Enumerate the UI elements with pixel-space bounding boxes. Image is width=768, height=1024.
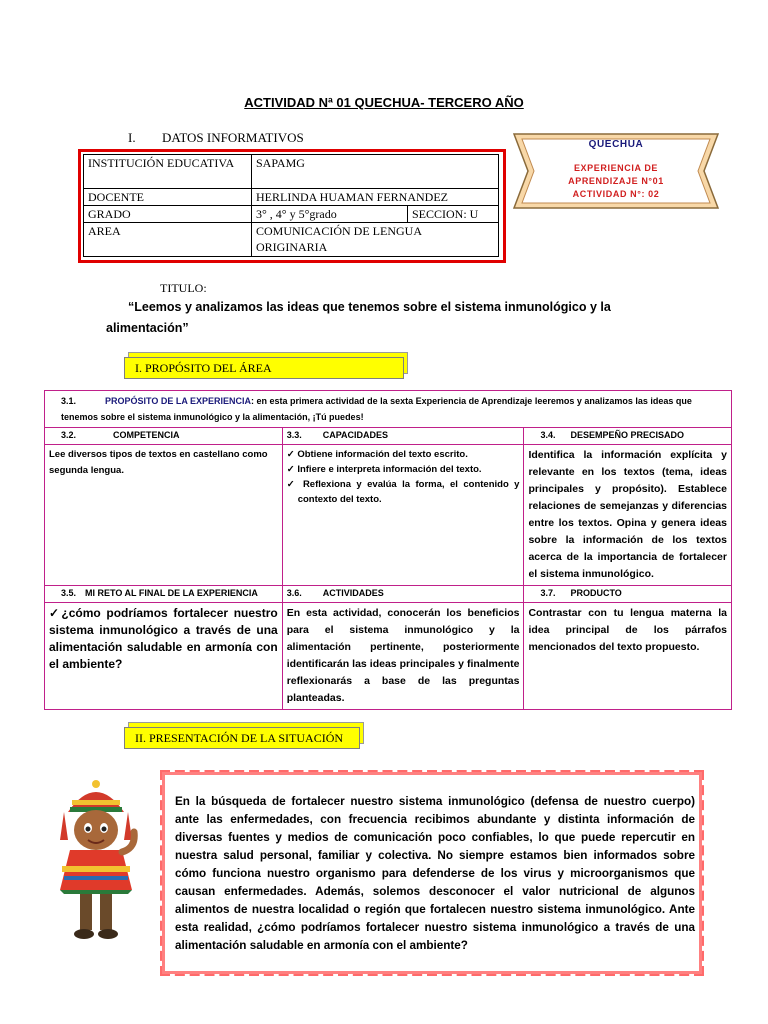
capacidad-text-3: Reflexiona y evalúa la forma, el contenido y contexto del texto. [297, 479, 520, 505]
area-label: AREA [84, 223, 252, 257]
institucion-value: SAPAMG [252, 155, 499, 189]
check-icon: ✓ [286, 464, 295, 475]
section-heading-datos [128, 130, 304, 146]
producto-header [524, 586, 732, 603]
proposito-num: 3.1. [61, 396, 77, 406]
situacion-text: En la búsqueda de fortalecer nuestro sistema inmunológico (defensa de nuestro cuerpo) ante las enfermedades, con frecuencia recibimos abundante y distinta información de diversas fuentes y medios de comunicación poco confiables, lo que puede repercutir en nuestra salud personal, familiar y colectiva. No siempre estamos bien informados sobre cómo funciona nuestro organismo para defenderse de los virus y microorganismos que causan enfermedades. Además, solemos desconocer el valor nutricional de algunos alimentos de nuestra localidad o región que fortalecen nuestro sistema inmunológico. Ante esta realidad, ¿cómo podríamos fortalecer nuestro sistema inmunológico a través de una alimentación saludable en armonía con el ambiente? [175, 795, 695, 952]
badge [520, 136, 712, 201]
check-icon: ✓ [49, 606, 62, 620]
institucion-label: INSTITUCIÓN EDUCATIVA [84, 155, 252, 189]
actividades-label: ACTIVIDADES [322, 588, 384, 598]
actividades-header [282, 586, 524, 603]
document-title: ACTIVIDAD Nª 01 QUECHUA- TERCERO AÑO [244, 95, 524, 110]
grado-value: 3° , 4° y 5°grado [252, 206, 408, 223]
area-value: COMUNICACIÓN DE LENGUA ORIGINARIA [252, 223, 499, 257]
proposito-text: : en esta primera actividad de la sexta Experiencia de Aprendizaje leeremos y analizamos las ideas que tenemos sobre el sistema inmunológico y la alimentación, ¡Tú puedes! [61, 396, 692, 422]
titulo-line-2: alimentación” [106, 321, 189, 335]
capacidades-cell [282, 445, 524, 586]
reto-num: 3.5. [61, 588, 77, 598]
proposito-row [45, 391, 732, 428]
grado-label: GRADO [84, 206, 252, 223]
titulo-label: TITULO: [160, 281, 207, 295]
desempeno-cell: Identifica la información explícita y relevante en los textos (tema, ideas principales y propósito). Establece relaciones de semejanzas y diferencias entre los textos. Opina y genera ideas sobre la información de los textos acerca de la importancia de fortalecer el sistema inmunológico. [524, 445, 732, 586]
section-number: I. [128, 130, 136, 145]
badge-title: QUECHUA [588, 139, 644, 150]
capacidad-item-2 [287, 462, 520, 477]
desempeno-header [524, 428, 732, 445]
badge-line-2: APRENDIZAJE N°01 [568, 176, 664, 186]
badge-line-3: ACTIVIDAD N°: 02 [572, 189, 660, 199]
producto-label: PRODUCTO [570, 588, 622, 598]
capacidad-item-3 [287, 477, 520, 507]
docente-value: HERLINDA HUAMAN FERNANDEZ [252, 189, 499, 206]
reto-cell [45, 603, 283, 710]
producto-num: 3.7. [540, 588, 556, 598]
producto-cell: Contrastar con tu lengua materna la idea principal de los párrafos mencionados del texto propuesto. [524, 603, 732, 710]
desempeno-num: 3.4. [540, 430, 556, 440]
competencia-num: 3.2. [61, 430, 77, 440]
info-table [83, 154, 499, 257]
capacidades-list [287, 447, 520, 507]
competencia-header [45, 428, 283, 445]
capacidades-label: CAPACIDADES [322, 430, 389, 440]
capacidad-text-2: Infiere e interpreta información del texto. [297, 464, 482, 475]
badge-line-1: EXPERIENCIA DE [573, 163, 659, 173]
reto-header [45, 586, 283, 603]
banner-proposito: I. PROPÓSITO DEL ÁREA [124, 357, 404, 379]
capacidades-num: 3.3. [286, 430, 302, 440]
proposito-label: PROPÓSITO DE LA EXPERIENCIA [105, 396, 252, 406]
banner-situacion: II. PRESENTACIÓN DE LA SITUACIÓN [124, 727, 360, 749]
actividades-cell: En esta actividad, conocerán los beneficios para el sistema inmunológico y la alimentación pertinente, posteriormente identificarán las ideas principales y finalmente reflexionarás a base de las preguntas planteadas. [282, 603, 524, 710]
capacidad-item-1 [287, 447, 520, 462]
check-icon: ✓ [286, 479, 298, 490]
proposito-table [44, 390, 732, 710]
reto-label: MI RETO AL FINAL DE LA EXPERIENCIA [85, 588, 258, 598]
seccion-value: SECCION: U [408, 206, 499, 223]
info-table-frame [78, 149, 506, 263]
reto-text: ¿cómo podríamos fortalecer nuestro sistema inmunológico a través de una alimentación saludable en armonía con el ambiente? [49, 606, 278, 671]
titulo-text [106, 297, 626, 339]
andean-child-illustration [50, 778, 142, 948]
competencia-cell: Lee diversos tipos de textos en castellano como segunda lengua. [45, 445, 283, 586]
capacidades-header [282, 428, 524, 445]
desempeno-label: DESEMPEÑO PRECISADO [570, 430, 684, 440]
section-title: DATOS INFORMATIVOS [162, 130, 304, 145]
situacion-box [160, 770, 704, 976]
check-icon: ✓ [286, 449, 295, 460]
actividades-num: 3.6. [286, 588, 302, 598]
titulo-line-1: “Leemos y analizamos las ideas que tenemos sobre el sistema inmunológico y la [128, 300, 611, 314]
capacidad-text-1: Obtiene información del texto escrito. [297, 449, 468, 460]
docente-label: DOCENTE [84, 189, 252, 206]
competencia-label: COMPETENCIA [113, 430, 180, 440]
